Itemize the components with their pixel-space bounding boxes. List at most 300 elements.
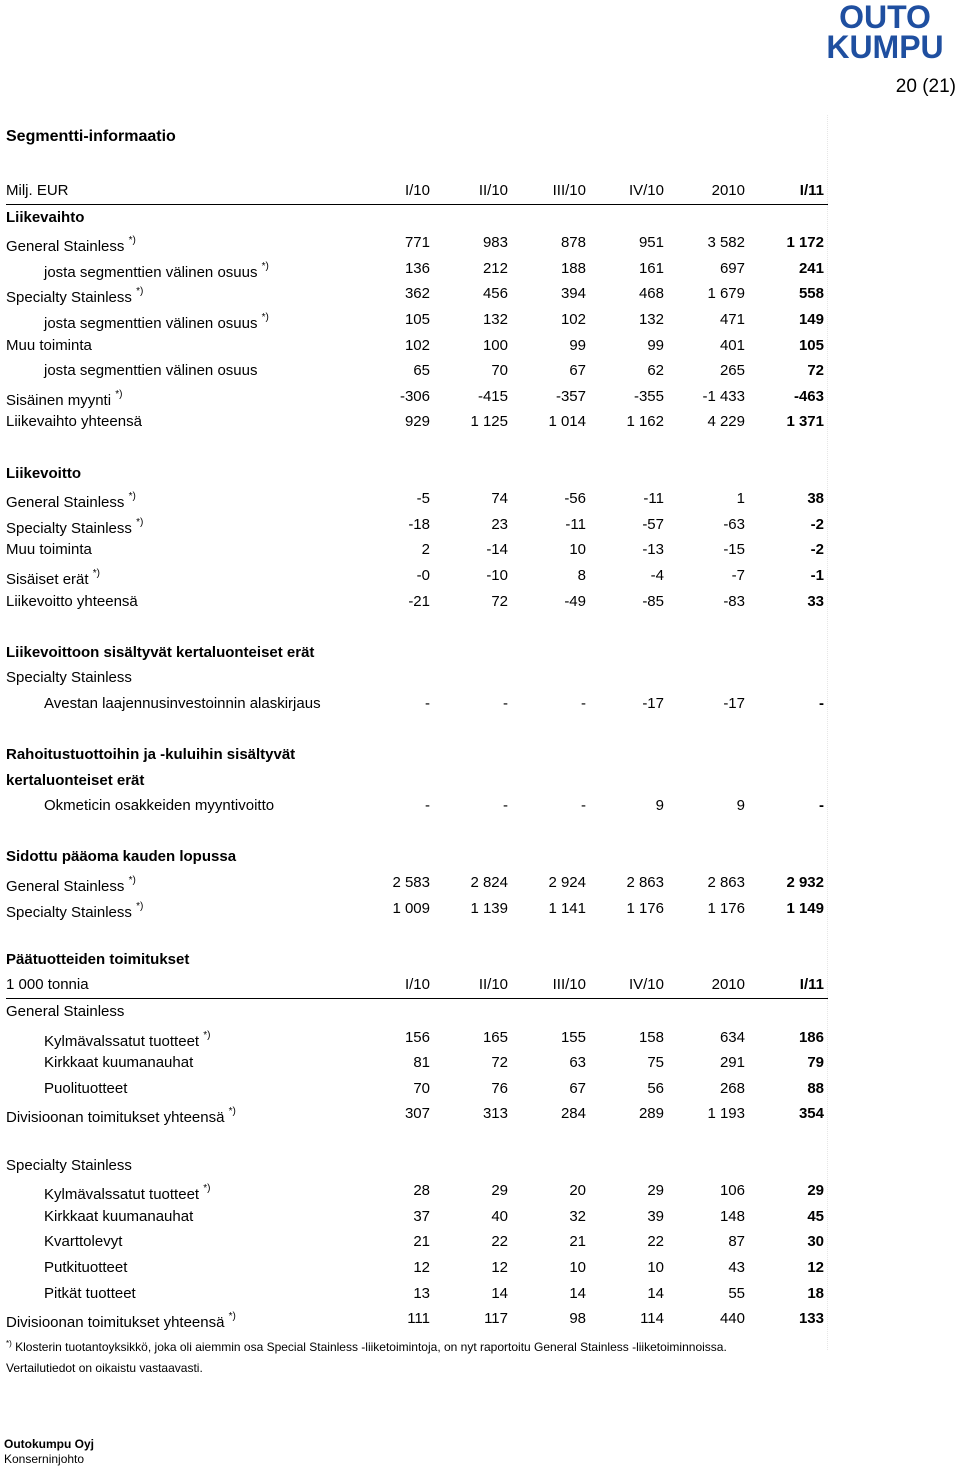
- table-cell: 18: [807, 1284, 824, 1302]
- footnote-ref: *): [128, 235, 136, 247]
- table-cell: -: [819, 797, 824, 815]
- table-cell: 88: [807, 1079, 824, 1097]
- table-cell: 114: [640, 1310, 664, 1328]
- table-cell: 22: [647, 1233, 664, 1251]
- row-label-text: Muu toiminta: [6, 336, 92, 354]
- row-label-text: 1 000 tonnia: [6, 976, 89, 994]
- table-cell: 9: [655, 797, 664, 815]
- table-row: [6, 819, 828, 845]
- table-cell: -83: [723, 592, 745, 610]
- table-cell: -: [425, 797, 430, 815]
- table-cell: 28: [413, 1182, 430, 1200]
- table-cell: 307: [404, 1105, 430, 1123]
- footnote-ref: *): [136, 516, 144, 528]
- table-cell: 2 863: [707, 874, 745, 892]
- table-cell: -49: [564, 592, 586, 610]
- table-cell: 14: [647, 1284, 664, 1302]
- table-cell: 8: [577, 566, 586, 584]
- footer-unit: Konserninjohto: [4, 1452, 85, 1466]
- footnote-ref: *): [128, 491, 136, 503]
- row-label-text: Päätuotteiden toimitukset: [6, 950, 190, 968]
- table-row: [6, 461, 828, 487]
- footnote-marker: *): [6, 1339, 12, 1348]
- row-label: [44, 691, 321, 717]
- row-label-text: Divisioonan toimitukset yhteensä: [6, 1314, 225, 1332]
- table-row: [6, 563, 828, 589]
- table-row: [6, 537, 828, 563]
- table-row: [6, 1306, 828, 1332]
- table-cell: 212: [482, 259, 508, 277]
- table-cell: 14: [569, 1284, 586, 1302]
- table-cell: -415: [477, 387, 508, 405]
- row-label-text: Putkituotteet: [44, 1258, 128, 1276]
- table-row: [6, 614, 828, 640]
- table-cell: 23: [491, 515, 508, 533]
- table-cell: 471: [719, 310, 745, 328]
- table-cell: 313: [482, 1105, 508, 1123]
- table-row: [6, 230, 828, 256]
- table-cell: III/10: [552, 976, 586, 994]
- table-cell: I/11: [799, 976, 824, 994]
- table-cell: 2 932: [786, 874, 824, 892]
- table-cell: 99: [647, 336, 664, 354]
- row-label: [6, 972, 89, 998]
- table-cell: 2: [421, 541, 430, 559]
- segment-table: [6, 178, 828, 1332]
- row-label-text: Kvarttolevyt: [44, 1233, 123, 1251]
- table-cell: 2 924: [548, 874, 586, 892]
- table-cell: 70: [491, 362, 508, 380]
- table-row: [6, 1076, 828, 1102]
- table-cell: 102: [560, 310, 586, 328]
- table-cell: -17: [642, 694, 664, 712]
- table-cell: 55: [728, 1284, 745, 1302]
- table-cell: 105: [798, 336, 824, 354]
- table-cell: -2: [810, 541, 824, 559]
- row-label-text: Liikevoitto yhteensä: [6, 592, 138, 610]
- row-label-text: Divisioonan toimitukset yhteensä: [6, 1109, 225, 1127]
- table-cell: 468: [638, 285, 664, 303]
- row-label: [6, 589, 138, 615]
- table-cell: 56: [647, 1079, 664, 1097]
- table-cell: -0: [416, 566, 430, 584]
- row-label-text: Muu toiminta: [6, 541, 92, 559]
- table-cell: -: [503, 694, 508, 712]
- table-row: [6, 716, 828, 742]
- table-row: [6, 589, 828, 615]
- table-cell: 354: [798, 1105, 824, 1123]
- table-row: [6, 1281, 828, 1307]
- table-cell: 10: [647, 1258, 664, 1276]
- row-label-text: Kirkkaat kuumanauhat: [44, 1054, 194, 1072]
- table-row: [6, 1050, 828, 1076]
- row-label: [6, 333, 92, 359]
- row-label-text: Pitkät tuotteet: [44, 1284, 136, 1302]
- table-cell: 878: [560, 234, 586, 252]
- table-cell: 1 009: [392, 899, 430, 917]
- table-cell: 1 141: [548, 899, 586, 917]
- table-cell: 1 149: [786, 899, 824, 917]
- table-cell: 100: [482, 336, 508, 354]
- table-cell: 62: [647, 362, 664, 380]
- row-label-text: Okmeticin osakkeiden myyntivoitto: [44, 797, 275, 815]
- table-cell: 67: [569, 362, 586, 380]
- table-row: [6, 1101, 828, 1127]
- table-cell: 2010: [711, 976, 745, 994]
- table-row: [6, 921, 828, 947]
- table-cell: 1 125: [470, 413, 508, 431]
- table-cell: I/10: [404, 976, 430, 994]
- table-cell: 12: [807, 1258, 824, 1276]
- row-label: [6, 537, 92, 563]
- table-cell: -15: [723, 541, 745, 559]
- table-cell: 70: [413, 1079, 430, 1097]
- table-cell: 10: [569, 541, 586, 559]
- table-cell: 14: [491, 1284, 508, 1302]
- row-label: [6, 768, 144, 794]
- table-cell: 983: [482, 234, 508, 252]
- footnote-ref: *): [92, 567, 100, 579]
- table-cell: 1: [736, 490, 745, 508]
- section-title: Segmentti-informaatio: [6, 128, 176, 145]
- table-cell: -13: [642, 541, 664, 559]
- table-cell: 149: [798, 310, 824, 328]
- row-label-text: Sidottu pääoma kauden lopussa: [6, 848, 237, 866]
- table-cell: 39: [647, 1207, 664, 1225]
- table-row: [6, 793, 828, 819]
- table-row: [6, 435, 828, 461]
- table-cell: 136: [404, 259, 430, 277]
- table-row: [6, 486, 828, 512]
- table-cell: -: [425, 694, 430, 712]
- table-cell: 20: [569, 1182, 586, 1200]
- table-cell: -: [581, 694, 586, 712]
- row-label-text: kertaluonteiset erät: [6, 771, 145, 789]
- table-cell: -4: [650, 566, 664, 584]
- table-cell: 158: [638, 1028, 664, 1046]
- table-cell: 13: [413, 1284, 430, 1302]
- table-cell: 132: [638, 310, 664, 328]
- row-label-text: Kirkkaat kuumanauhat: [44, 1207, 194, 1225]
- row-label: [6, 1153, 132, 1179]
- table-cell: 1 162: [626, 413, 664, 431]
- table-cell: 148: [719, 1207, 745, 1225]
- table-cell: 951: [638, 234, 664, 252]
- row-label-text: Liikevaihto: [6, 208, 85, 226]
- outokumpu-logo: [815, 0, 955, 62]
- row-label-text: Avestan laajennusinvestoinnin alaskirjaus: [44, 694, 321, 712]
- footnote-ref: *): [203, 1029, 211, 1041]
- table-cell: 1 176: [626, 899, 664, 917]
- table-row: [6, 1127, 828, 1153]
- row-label: [44, 793, 274, 819]
- footnote-ref: *): [136, 286, 144, 298]
- table-cell: 1 139: [470, 899, 508, 917]
- table-cell: 43: [728, 1258, 745, 1276]
- table-cell: -: [819, 694, 824, 712]
- table-cell: -1: [810, 566, 824, 584]
- table-cell: 284: [560, 1105, 586, 1123]
- table-cell: 30: [807, 1233, 824, 1251]
- table-row: [6, 281, 828, 307]
- row-label-text: General Stainless: [6, 1003, 125, 1020]
- table-cell: 132: [482, 310, 508, 328]
- footnote-ref: *): [115, 388, 123, 400]
- table-cell: -: [503, 797, 508, 815]
- table-cell: -355: [633, 387, 664, 405]
- row-label: [44, 1281, 136, 1307]
- footer-company: Outokumpu Oyj: [4, 1437, 94, 1451]
- table-cell: 10: [569, 1258, 586, 1276]
- row-label-text: General Stainless: [6, 878, 125, 896]
- table-cell: 102: [404, 336, 430, 354]
- table-cell: 29: [807, 1182, 824, 1200]
- table-cell: II/10: [478, 976, 508, 994]
- table-cell: -14: [486, 541, 508, 559]
- table-cell: 87: [728, 1233, 745, 1251]
- footnote-ref: *): [228, 1106, 236, 1118]
- table-cell: 29: [647, 1182, 664, 1200]
- table-cell: 156: [404, 1028, 430, 1046]
- table-cell: 3 582: [707, 234, 745, 252]
- row-label: [6, 409, 142, 435]
- table-row: [6, 1204, 828, 1230]
- table-row: [6, 665, 828, 691]
- table-cell: 929: [404, 413, 430, 431]
- table-cell: 401: [719, 336, 745, 354]
- table-cell: 394: [560, 285, 586, 303]
- row-label: [6, 1306, 236, 1336]
- table-cell: 38: [807, 490, 824, 508]
- table-cell: 265: [719, 362, 745, 380]
- table-row: [6, 1153, 828, 1179]
- table-cell: 72: [807, 362, 824, 380]
- table-cell: 117: [484, 1310, 508, 1328]
- table-cell: -21: [408, 592, 430, 610]
- table-row: [6, 1229, 828, 1255]
- table-cell: 241: [798, 259, 824, 277]
- row-label-text: General Stainless: [6, 238, 125, 256]
- footnote-ref: *): [261, 260, 269, 272]
- table-cell: -18: [408, 515, 430, 533]
- table-cell: 558: [798, 285, 824, 303]
- row-label-text: josta segmenttien välinen osuus: [44, 314, 258, 332]
- table-row: [6, 896, 828, 922]
- table-cell: 40: [491, 1207, 508, 1225]
- table-cell: 67: [569, 1079, 586, 1097]
- table-row: [6, 307, 828, 333]
- table-cell: 79: [807, 1054, 824, 1072]
- table-cell: I/10: [404, 182, 430, 199]
- table-cell: 22: [491, 1233, 508, 1251]
- row-label: [6, 178, 69, 204]
- row-label-text: Milj. EUR: [6, 182, 69, 199]
- footnote-line1: Klosterin tuotantoyksikkö, joka oli aiemmin osa Special Stainless -liiketoimintoja, on nyt raportoitu General Stainless -liiketoiminnoissa.: [15, 1340, 727, 1354]
- table-cell: 440: [719, 1310, 745, 1328]
- table-cell: 32: [569, 1207, 586, 1225]
- table-cell: -17: [723, 694, 745, 712]
- row-label: [44, 1204, 193, 1230]
- table-cell: 21: [569, 1233, 586, 1251]
- table-row: [6, 1178, 828, 1204]
- row-label-text: Specialty Stainless: [6, 1156, 132, 1174]
- row-label: [44, 358, 257, 384]
- table-row: [6, 384, 828, 410]
- table-row: [6, 1025, 828, 1051]
- table-cell: -2: [810, 515, 824, 533]
- table-row: [6, 972, 828, 999]
- table-cell: -11: [643, 490, 664, 508]
- table-cell: 1 014: [548, 413, 586, 431]
- table-cell: 165: [482, 1028, 508, 1046]
- table-cell: 12: [491, 1258, 508, 1276]
- row-label: [44, 1255, 127, 1281]
- table-row: [6, 870, 828, 896]
- table-cell: 697: [719, 259, 745, 277]
- footnote-ref: *): [228, 1311, 236, 1323]
- table-cell: 771: [404, 234, 430, 252]
- row-label-text: josta segmenttien välinen osuus: [44, 362, 258, 380]
- table-cell: 74: [491, 490, 508, 508]
- row-label-text: Liikevoitto: [6, 464, 82, 482]
- table-cell: 76: [491, 1079, 508, 1097]
- table-cell: 65: [413, 362, 430, 380]
- table-cell: 105: [404, 310, 430, 328]
- table-cell: 634: [719, 1028, 745, 1046]
- table-cell: -463: [793, 387, 824, 405]
- footnote-ref: *): [261, 311, 269, 323]
- table-row: [6, 947, 828, 973]
- table-cell: 1 176: [707, 899, 745, 917]
- svg-text:OUTO: OUTO: [839, 0, 931, 35]
- table-cell: 72: [491, 1054, 508, 1072]
- table-cell: 2010: [711, 182, 745, 199]
- table-cell: -56: [564, 490, 586, 508]
- table-row: [6, 512, 828, 538]
- table-cell: 4 229: [707, 413, 745, 431]
- row-label-text: Specialty Stainless: [6, 289, 132, 307]
- table-cell: IV/10: [628, 976, 664, 994]
- footnote: [6, 1333, 846, 1379]
- footnote-ref: *): [203, 1183, 211, 1195]
- table-cell: -10: [486, 566, 508, 584]
- table-cell: 133: [798, 1310, 824, 1328]
- row-label-text: Kylmävalssatut tuotteet: [44, 1186, 200, 1204]
- row-label-text: josta segmenttien välinen osuus: [44, 263, 258, 281]
- table-cell: 291: [719, 1054, 745, 1072]
- row-label: [44, 1050, 193, 1076]
- table-cell: 9: [736, 797, 745, 815]
- table-cell: 2 583: [392, 874, 430, 892]
- footnote-line2: Vertailutiedot on oikaistu vastaavasti.: [6, 1361, 203, 1375]
- row-label-text: Specialty Stainless: [6, 519, 132, 537]
- row-label-text: Puolituotteet: [44, 1079, 128, 1097]
- footnote-ref: *): [136, 900, 144, 912]
- table-row: [6, 333, 828, 359]
- page-number: 20 (21): [895, 76, 956, 97]
- table-row: [6, 768, 828, 794]
- table-cell: II/10: [478, 182, 508, 199]
- table-cell: 12: [413, 1258, 430, 1276]
- table-cell: 63: [569, 1054, 586, 1072]
- table-row: [6, 409, 828, 435]
- table-cell: 186: [798, 1028, 824, 1046]
- table-cell: 161: [638, 259, 664, 277]
- page-footer: [4, 1437, 94, 1467]
- table-cell: 37: [413, 1207, 430, 1225]
- row-label: [6, 640, 314, 666]
- table-cell: 106: [719, 1182, 745, 1200]
- table-cell: 2 824: [470, 874, 508, 892]
- table-cell: 362: [404, 285, 430, 303]
- row-label: [6, 947, 189, 973]
- table-cell: 45: [807, 1207, 824, 1225]
- table-cell: -306: [399, 387, 430, 405]
- table-cell: IV/10: [628, 182, 664, 199]
- table-row: [6, 640, 828, 666]
- table-cell: 33: [807, 592, 824, 610]
- table-cell: -5: [416, 490, 430, 508]
- footnote-ref: *): [128, 875, 136, 887]
- table-row: [6, 205, 828, 231]
- table-cell: 1 679: [707, 285, 745, 303]
- table-row: [6, 844, 828, 870]
- table-row: [6, 691, 828, 717]
- row-label: [44, 1076, 127, 1102]
- table-row: [6, 358, 828, 384]
- table-cell: 188: [560, 259, 586, 277]
- table-cell: 155: [560, 1028, 586, 1046]
- row-label: [6, 461, 81, 487]
- table-cell: 1 371: [786, 413, 824, 431]
- table-cell: I/11: [799, 182, 824, 199]
- row-label-text: Sisäiset erät: [6, 570, 89, 588]
- table-cell: 98: [569, 1310, 586, 1328]
- table-cell: -63: [723, 515, 745, 533]
- row-label-text: Liikevaihto yhteensä: [6, 413, 142, 431]
- row-label: [44, 1229, 122, 1255]
- table-cell: 75: [647, 1054, 664, 1072]
- table-cell: 29: [491, 1182, 508, 1200]
- table-cell: 99: [569, 336, 586, 354]
- row-label: [6, 999, 124, 1025]
- table-cell: 72: [491, 592, 508, 610]
- row-label-text: Rahoitustuottoihin ja -kuluihin sisältyvät: [6, 746, 296, 764]
- table-cell: -7: [731, 566, 745, 584]
- table-cell: 81: [413, 1054, 430, 1072]
- table-cell: 289: [638, 1105, 664, 1123]
- row-label-text: Specialty Stainless: [6, 669, 132, 687]
- table-cell: 1 172: [786, 234, 824, 252]
- row-label: [6, 665, 132, 691]
- row-label-text: General Stainless: [6, 494, 125, 512]
- table-cell: III/10: [552, 182, 586, 199]
- table-cell: 21: [413, 1233, 430, 1251]
- table-cell: -57: [642, 515, 664, 533]
- row-label: [6, 844, 236, 870]
- table-row: [6, 742, 828, 768]
- row-label: [6, 205, 84, 231]
- table-cell: -11: [565, 515, 586, 533]
- row-label-text: Kylmävalssatut tuotteet: [44, 1032, 200, 1050]
- table-cell: 1 193: [707, 1105, 745, 1123]
- table-cell: -357: [555, 387, 586, 405]
- table-cell: 456: [482, 285, 508, 303]
- table-cell: 111: [407, 1310, 430, 1328]
- svg-text:KUMPU: KUMPU: [826, 29, 944, 62]
- table-cell: -85: [642, 592, 664, 610]
- table-cell: -1 433: [702, 387, 745, 405]
